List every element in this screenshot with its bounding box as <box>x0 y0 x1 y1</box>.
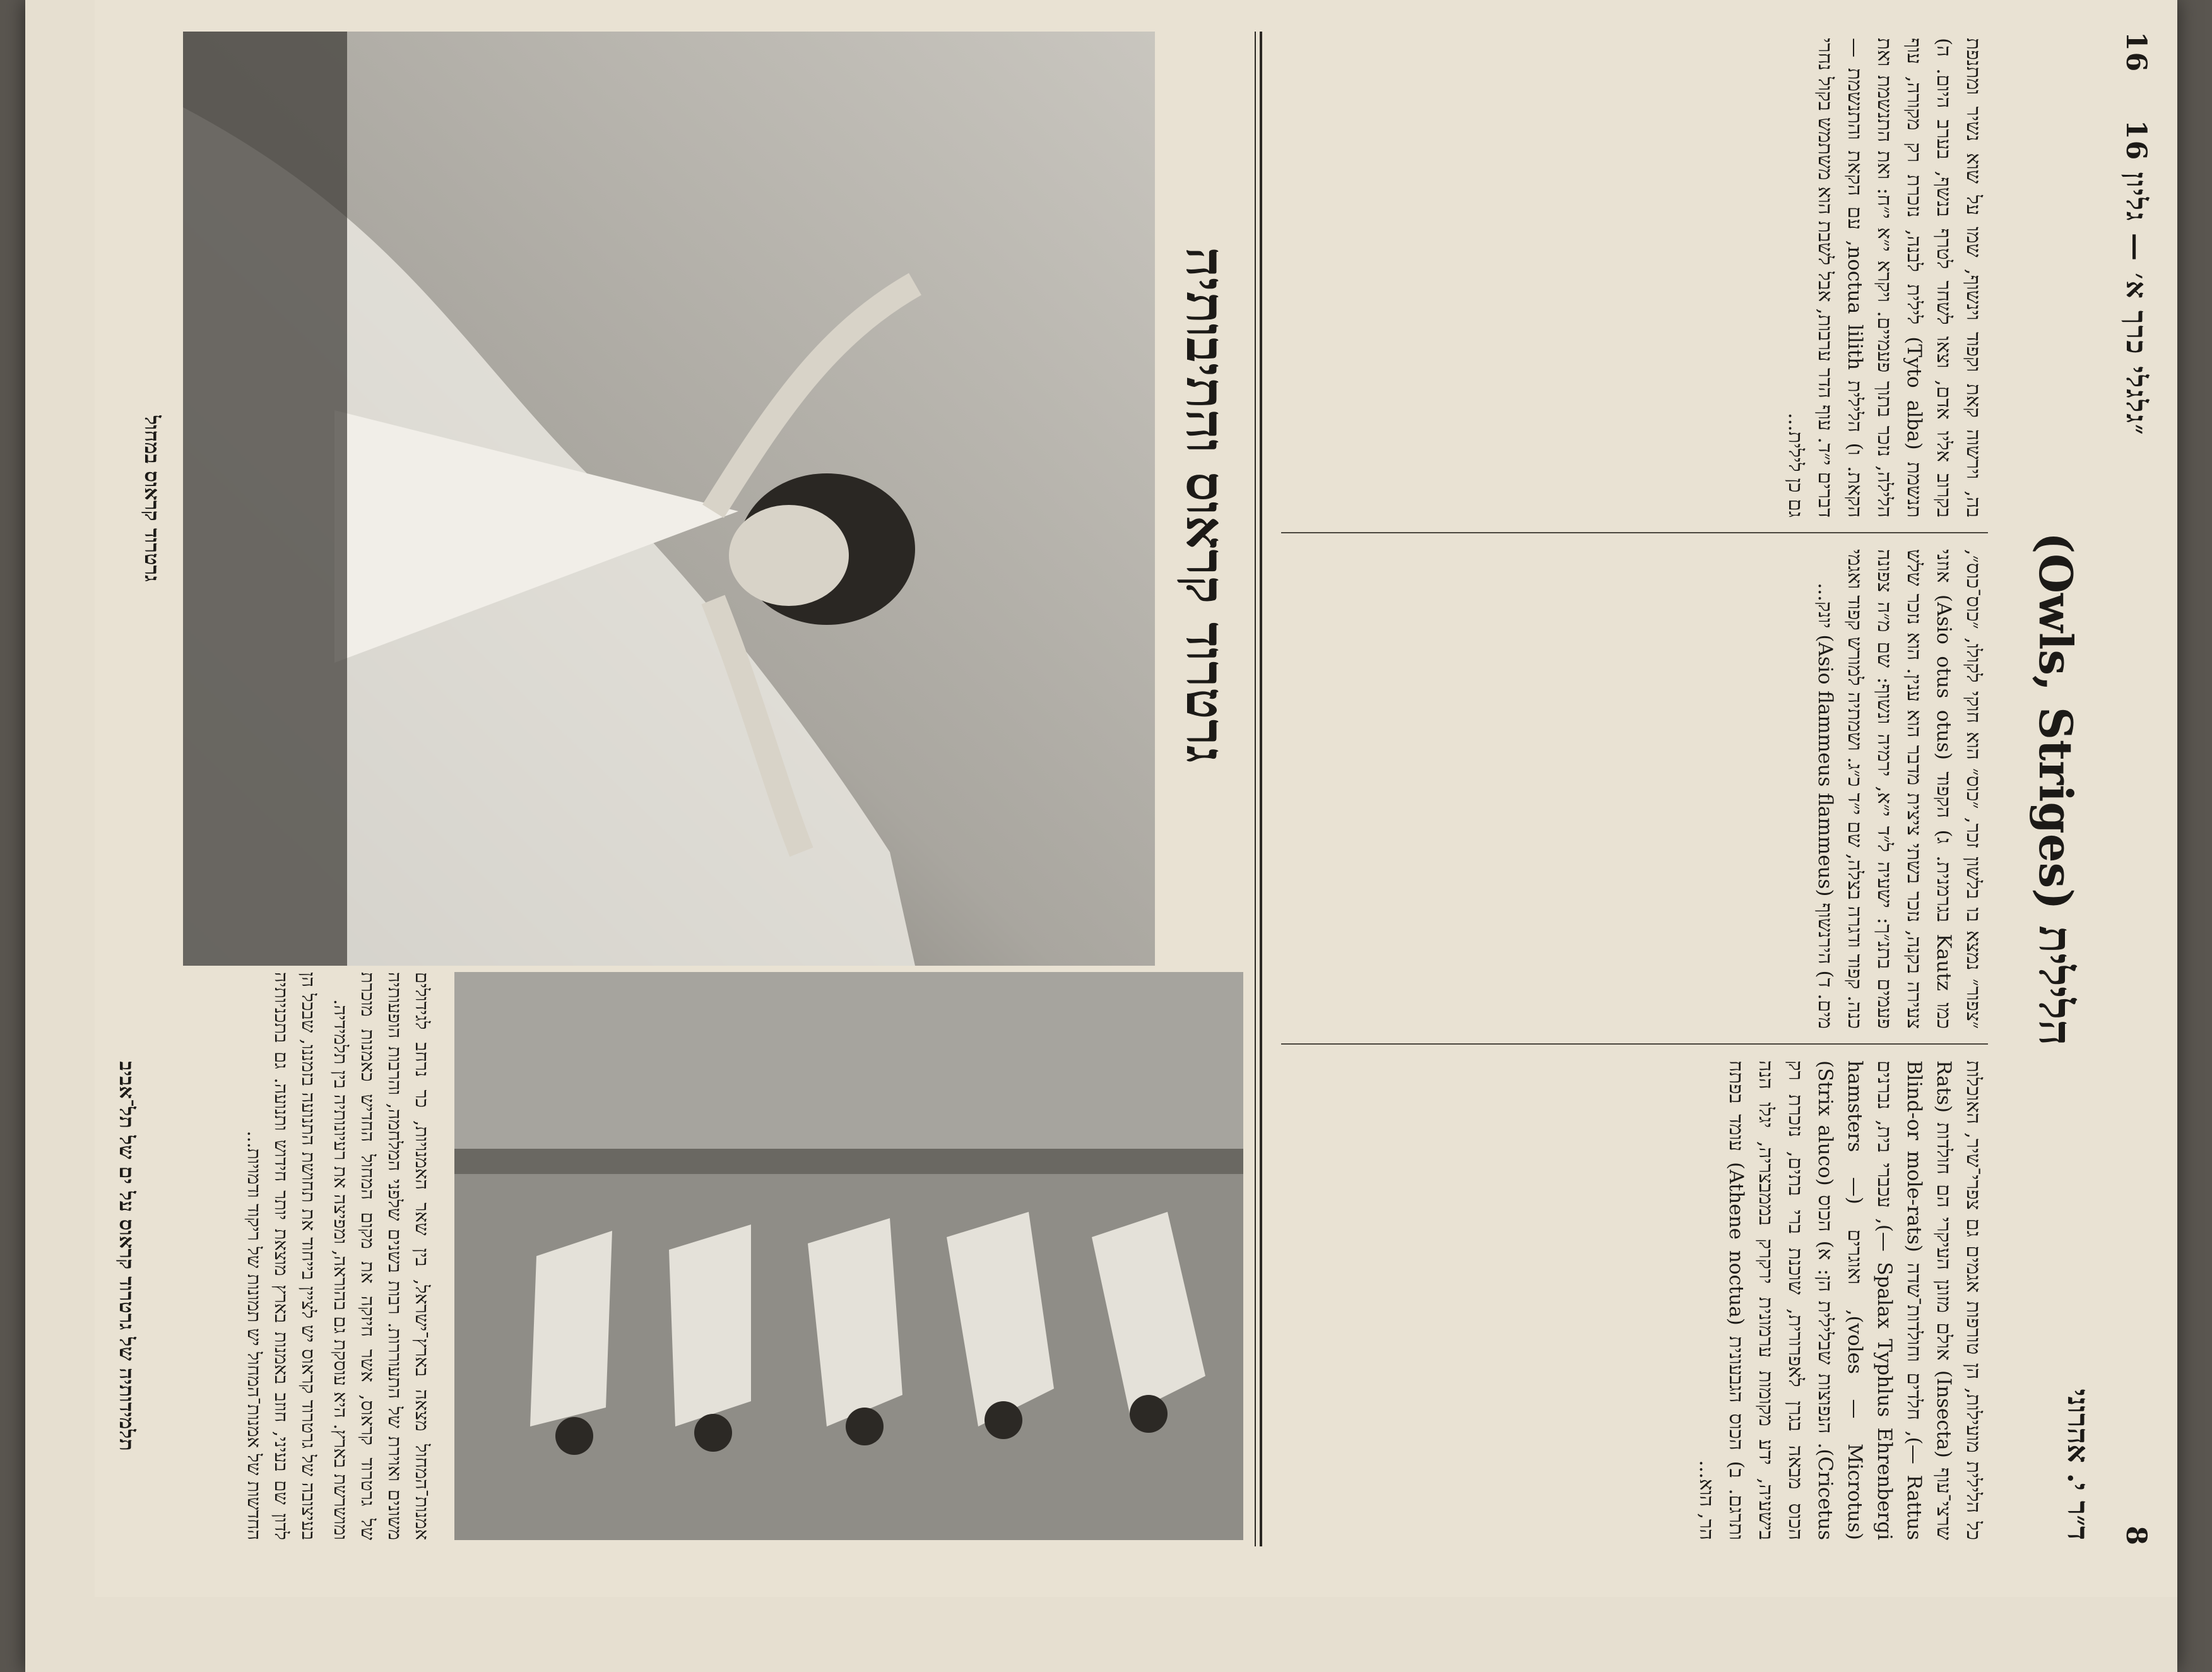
gertrud-kraus-article-text <box>170 972 435 1540</box>
column-rule <box>1281 1043 1988 1045</box>
section-title: גרטרוד קראוס והתיבותיה <box>1174 247 1237 763</box>
article-title: הלילית (Owls, Striges) <box>2029 532 2083 1046</box>
column-text: בה, וירשוה קאת וקפוד וינשוף, שמו על שוא נשיר ומתנפת בקרוב אליו אדם, וצאו לשחר לטרף בנשף, בערב היום. ה) תנשמת (Tyto alba) לילית לבנה, נזכרת רק מקורה, עוף הלילה, נזכר בתוך פעמיים. ויקרא י״א י״ח: ואת התנשמת ואת הקאת. ו) הלילית noctua lilith, עם הקאת והתנשמת — דברים י״ד. עוף הדר ערבות, אבל לשבת הוא משתמש בקול נחרי גם כן לילית... <box>1784 38 1985 518</box>
magazine-page <box>95 0 2177 1597</box>
article-author: ד״ר י. אהרוני <box>2061 1389 2095 1540</box>
article-column-2 <box>1281 549 1988 1029</box>
section-divider <box>1255 32 1262 1546</box>
group-photo-image <box>454 972 1243 1540</box>
page-number-left: 16 <box>2120 32 2152 73</box>
group-photo-caption: תלמידותיה של גרטרוד קראוס על ים של תל־אביב <box>115 1061 139 1451</box>
running-header <box>2108 32 2152 1546</box>
column-rule <box>1281 532 1988 533</box>
journal-title: ״גלגלי כרך א׳ — גליון 16 <box>2120 120 2152 436</box>
group-photo <box>454 972 1243 1540</box>
page-number-right: 8 <box>2120 1526 2152 1546</box>
dancer-photo-caption: גרטרוד קראוס במחול <box>140 415 164 582</box>
paragraph: אמנות־המחול מצאה בארץ־ישראל, בין שאר האמנויות, כר נרחב לגידולים משונים ואוירת של התעוררות. רבות בשנים שלפני המלחמה, והרבות הופעותיה של גרטרוד קראוס, אשר חיזקה את מקום המחול החדיש כאמנות מוכרת ומושרשת בארץ. היא עוסקת גם בהוראה, ומפיצה את רעיונותיה בין תלמידיה. <box>330 972 433 1540</box>
dancer-photo <box>183 32 1155 966</box>
article-column-3 <box>1281 38 1988 518</box>
column-text: כל הלילית מועילות, הן טורפות אגמים גם צפרי־שיר, האוכלות שרצי־עוף (Insecta) אולם מזונן העיקרי הם חולדות (Rats — Rattus), חלדים וחולדות־שדה (Blind-or mole-rats — Spalax Typhlus Ehrenbergi), עכברי בית, נברנים (voles — Microtus), ואוגרים (hamsters — Cricetus). הנפוצות שבלילית הן: א) הכוס (Strix aluco) הכוס מבאה בגרן לאפרורית, שוכנת ברי בתים, נזכרת רק בישעיה, ידע מקומות ערמונית ירקרק בממבצריה, יגלו הנה ותרגם. ב) הכוס הגבעונית (Athene noctua) עומד בפתח הר, הוא... <box>1695 1060 1985 1540</box>
article-column-1 <box>1281 1060 1988 1540</box>
column-text: ״צפור״ נמצא בו בלשון זכר, ״כוס״ הוא חוקי לקולו, ״כוס־כוס״, כמו Kautz בגרמנית. ג) הקפוד (Asio otus otus) אוזני צעירה בקנה, נזכר בשתי ציצית מדבר הוא ענין. הוא נזכר שלש פעמים בתנ״ך: ישעיה ל״ד י״א, ירמיה ונשוף: שם מ״ה צפונה כנה. קפוד ודגרה בצלה, שם י״ד כ״ג. ושמתיה למורש קפוד ואגמי מים. ד) הירנשוף (Asio flammeus flammeus) יונק... <box>1814 549 1985 1029</box>
dancer-photo-image <box>183 32 1155 966</box>
paragraph: בעיצובה של גרטרוד קראוס יש לציין בייחוד את תחושת התנועה בזמננו, שבכל הן לדון שם בעיני, חוזב באמנות בארץ מוצאת יותר חידוש ותנועה. גם בתכניותיה החדשות של אמנות־המחול יש תמונות של ריקוד ודמויות... <box>244 972 319 1540</box>
scanned-sheet <box>25 0 2177 1672</box>
